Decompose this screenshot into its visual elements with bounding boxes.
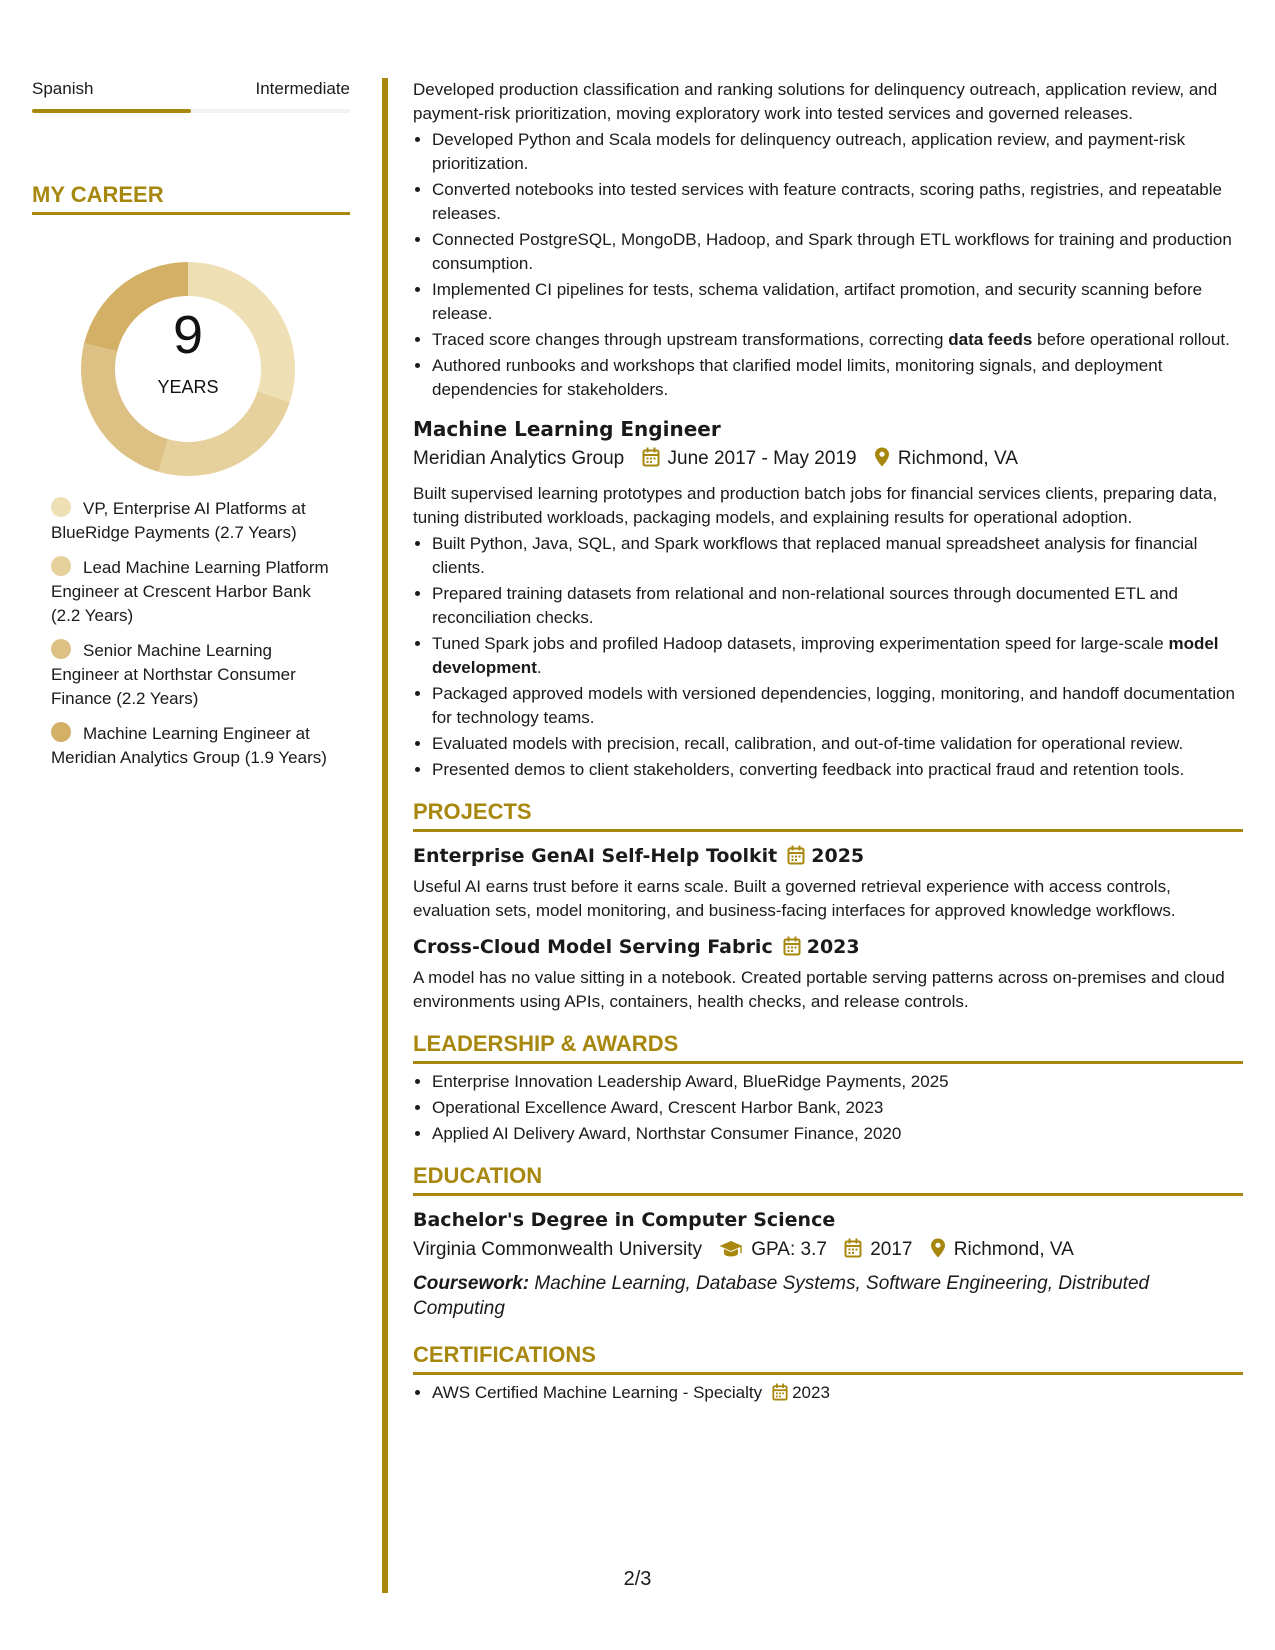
school-name: Virginia Commonwealth University [413,1239,702,1260]
education-meta [413,1236,1243,1267]
calendar-icon [787,845,805,873]
map-pin-icon [930,1238,946,1267]
career-legend-label: Machine Learning Engineer at Meridian Analytics Group (1.9 Years) [51,724,327,767]
language-level: Intermediate [255,79,350,98]
certification-year: 2023 [792,1383,830,1402]
job-company: Meridian Analytics Group [413,448,625,469]
career-legend-item [51,639,331,711]
job-bullet: • Packaged approved models with versioned dependencies, logging, monitoring, and handoff documentation for technology teams. [432,682,1243,730]
coursework-list: Machine Learning, Database Systems, Software Engineering, Distributed Computing [413,1273,1150,1319]
job-title: Machine Learning Engineer [413,417,721,441]
language-level-fill [32,109,191,113]
map-pin-icon [874,447,890,476]
coursework-label: Coursework: [413,1273,530,1294]
certification-name: AWS Certified Machine Learning - Specialty [432,1383,763,1402]
job-bullet: • Implemented CI pipelines for tests, schema validation, artifact promotion, and security scanning before release. [432,278,1243,326]
job-bullets [413,532,1243,782]
certification-item [432,1381,1243,1408]
job-summary: Built supervised learning prototypes and production batch jobs for financial services clients, preparing data, tuning distributed workloads, packaging models, and explaining results for operational adoption. [413,484,1218,527]
job-bullet: • Connected PostgreSQL, MongoDB, Hadoop, and Spark through ETL workflows for training and production consumption. [432,228,1243,276]
education-heading: EDUCATION [413,1162,1243,1196]
career-legend-label: Senior Machine Learning Engineer at Northstar Consumer Finance (2.2 Years) [51,641,296,708]
degree-title: Bachelor's Degree in Computer Science [413,1209,836,1231]
career-donut-chart [32,235,350,475]
project-description: Useful AI earns trust before it earns scale. Built a governed retrieval experience with access controls, evaluation sets, model monitoring, and business-facing interfaces for approved knowledge workflows. [413,877,1176,920]
keyword: data feeds [948,330,1033,349]
career-legend-label: VP, Enterprise AI Platforms at BlueRidge Payments (2.7 Years) [51,499,306,542]
coursework [413,1271,1243,1321]
awards-heading: LEADERSHIP & AWARDS [413,1030,1243,1064]
award-item: • Applied AI Delivery Award, Northstar Consumer Finance, 2020 [432,1122,1243,1146]
job-bullet: • Evaluated models with precision, recall, calibration, and out-of-time validation for operational review. [432,732,1243,756]
career-legend-item [51,556,331,628]
project-title: Enterprise GenAI Self-Help Toolkit [413,845,778,867]
language-skill [32,78,350,113]
job-location: Richmond, VA [897,448,1018,469]
calendar-icon [783,936,801,964]
sidebar [32,78,350,781]
career-legend-item [51,722,331,770]
gpa: GPA: 3.7 [751,1239,827,1260]
award-item: • Enterprise Innovation Leadership Award, BlueRidge Payments, 2025 [432,1070,1243,1094]
legend-dot [51,639,71,659]
job-summary: Developed production classification and ranking solutions for delinquency outreach, application review, and payment-risk prioritization, moving exploratory work into tested services and governed releases. [413,80,1218,123]
award-item: • Operational Excellence Award, Crescent Harbor Bank, 2023 [432,1096,1243,1120]
column-divider [382,78,388,1593]
job-bullet: • Prepared training datasets from relational and non-relational sources through documented ETL and reconciliation checks. [432,582,1243,630]
project-year: 2025 [811,845,865,867]
keyword: model development [432,634,1219,677]
language-name: Spanish [32,79,94,98]
legend-dot [51,556,71,576]
legend-dot [51,722,71,742]
calendar-icon [772,1383,788,1408]
job-bullets [413,128,1243,402]
job-dates: June 2017 - May 2019 [667,448,857,469]
career-legend-label: Lead Machine Learning Platform Engineer at Crescent Harbor Bank (2.2 Years) [51,558,329,625]
project-year: 2023 [806,936,860,958]
career-legend [32,497,350,770]
job-bullet: • Developed Python and Scala models for delinquency outreach, application review, and payment-risk prioritization. [432,128,1243,176]
projects-heading: PROJECTS [413,798,1243,832]
school-location: Richmond, VA [953,1239,1074,1260]
job-bullet: • Traced score changes through upstream transformations, correcting data feeds before operational rollout. [432,328,1243,352]
project-description: A model has no value sitting in a notebook. Created portable serving patterns across on-premises and cloud environments using APIs, containers, health checks, and release controls. [413,968,1225,1011]
job-bullet: • Converted notebooks into tested services with feature contracts, scoring paths, registries, and repeatable releases. [432,178,1243,226]
calendar-icon [642,447,660,476]
legend-dot [51,497,71,517]
job-bullet: • Built Python, Java, SQL, and Spark workflows that replaced manual spreadsheet analysis for financial clients. [432,532,1243,580]
job-bullet: • Authored runbooks and workshops that clarified model limits, monitoring signals, and deployment dependencies for stakeholders. [432,354,1243,402]
job-meta [413,445,1243,476]
career-total-unit: YEARS [157,377,219,397]
career-total-years: 9 [172,305,204,365]
project-title-row [413,933,1243,964]
language-level-bar [32,109,350,113]
awards-list [413,1070,1243,1146]
main-content [413,78,1243,1410]
job-bullet: • Presented demos to client stakeholders, converting feedback into practical fraud and retention tools. [432,758,1243,782]
graduation-cap-icon [719,1239,743,1267]
page-number: 2/3 [623,1568,652,1590]
calendar-icon [844,1238,862,1267]
career-legend-item [51,497,331,545]
career-heading: MY CAREER [32,182,350,215]
graduation-year: 2017 [870,1239,913,1260]
project-title-row [413,842,1243,873]
certifications-list [413,1381,1243,1408]
certifications-heading: CERTIFICATIONS [413,1341,1243,1375]
job-bullet: • Tuned Spark jobs and profiled Hadoop datasets, improving experimentation speed for large-scale model development. [432,632,1243,680]
project-title: Cross-Cloud Model Serving Fabric [413,936,773,958]
